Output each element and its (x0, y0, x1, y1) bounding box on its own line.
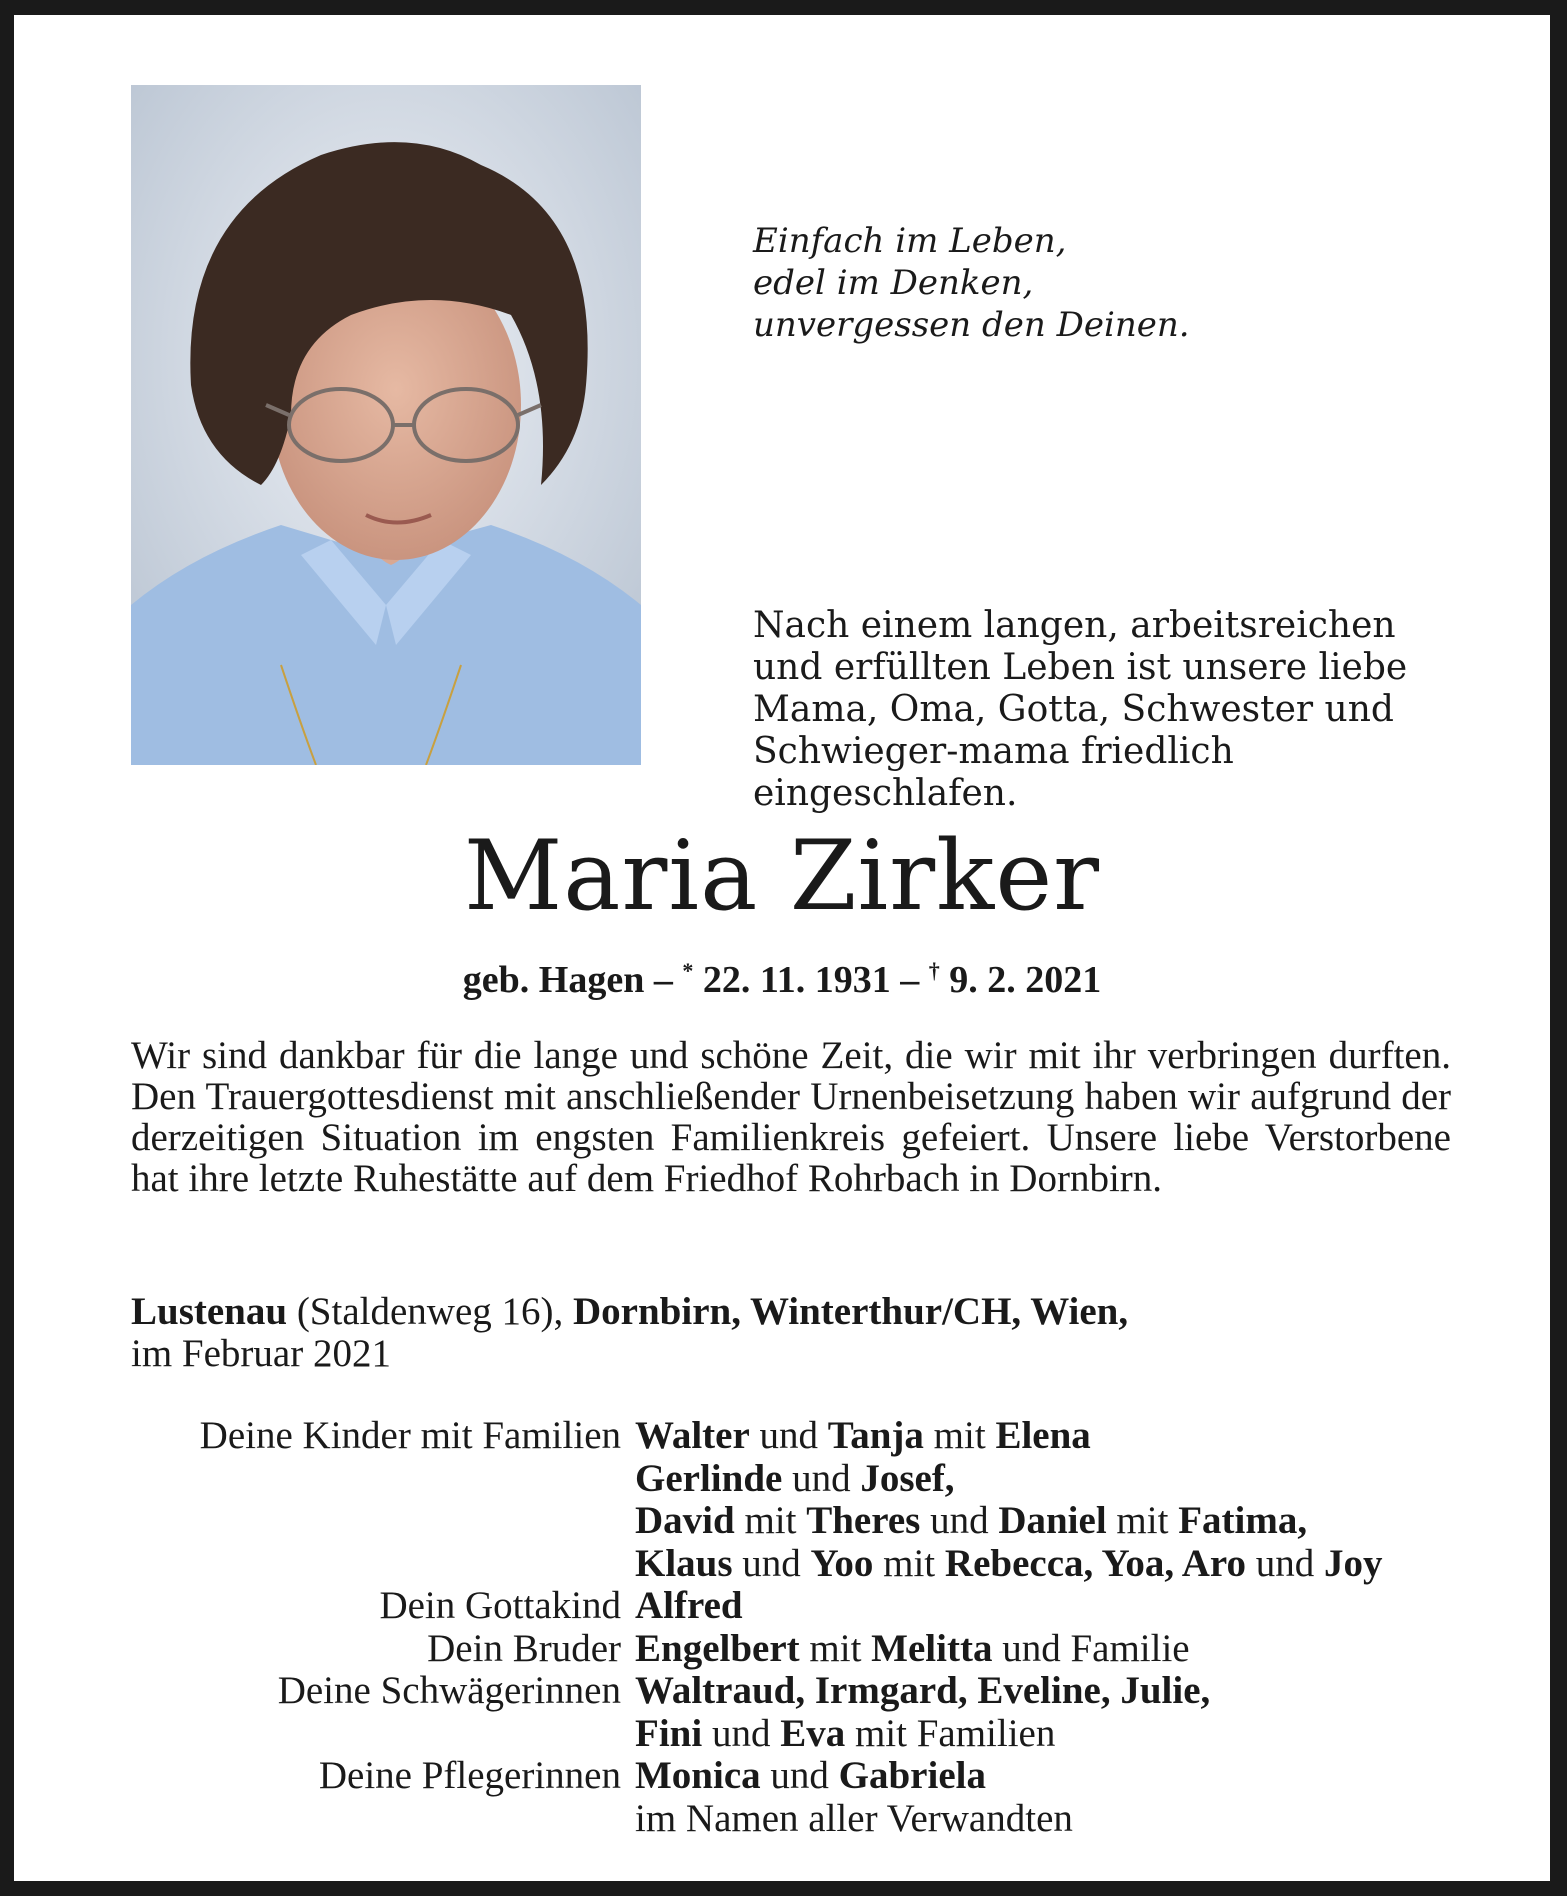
family-connector: und Familie (992, 1626, 1190, 1670)
family-role-schwaegerinnen: Deine Schwägerinnen (277, 1669, 621, 1712)
family-names-bruder (635, 1628, 1461, 1671)
family-names-schwaegerinnen-2 (635, 1713, 1461, 1756)
family-list (131, 1415, 1461, 1840)
family-name: David (635, 1499, 735, 1542)
family-name: Klaus (635, 1541, 733, 1585)
date-separator-2: – (890, 959, 929, 1001)
family-name: Joy (1324, 1541, 1383, 1585)
birth-symbol: * (682, 958, 694, 983)
family-role-empty (131, 1713, 635, 1756)
place-address: (Staldenweg 16), (287, 1290, 573, 1333)
birth-name: geb. Hagen (462, 959, 645, 1001)
family-row-schwaegerinnen-2 (131, 1713, 1461, 1756)
place-cities: Dornbirn, Winterthur/CH, Wien, (573, 1290, 1129, 1333)
family-name: Daniel (998, 1499, 1107, 1542)
place-month: im Februar 2021 (131, 1332, 391, 1375)
place-line (131, 1291, 1451, 1333)
life-dates (14, 947, 1550, 1004)
family-names-kinder-3 (635, 1500, 1461, 1543)
death-date: 9. 2. 2021 (939, 959, 1102, 1001)
place-and-date (131, 1291, 1451, 1375)
family-name: Gerlinde (635, 1456, 783, 1500)
place-city-lustenau: Lustenau (131, 1290, 288, 1333)
family-role-gottakind: Dein Gottakind (379, 1584, 621, 1627)
family-row-pflegerinnen (131, 1755, 1461, 1798)
memorial-quote (753, 220, 1190, 346)
family-row-kinder-2 (131, 1458, 1461, 1501)
family-role-empty (131, 1500, 635, 1543)
family-name: Rebecca, Yoa, Aro (944, 1541, 1247, 1585)
family-name: Fini (635, 1711, 703, 1755)
family-connector: und (920, 1499, 999, 1542)
family-name: Eva (780, 1711, 846, 1755)
quote-line-1: Einfach im Leben, (753, 221, 1067, 261)
family-connector: und (782, 1456, 861, 1500)
family-names-kinder-2 (635, 1458, 1461, 1501)
family-name: Tanja (827, 1414, 924, 1457)
family-row-kinder-4 (131, 1543, 1461, 1586)
family-connector: mit (923, 1414, 996, 1457)
family-row-kinder-3 (131, 1500, 1461, 1543)
family-row-schwaegerinnen (131, 1670, 1461, 1713)
family-closing: im Namen aller Verwandten (635, 1796, 1073, 1840)
intro-paragraph (753, 605, 1458, 815)
family-row-bruder (131, 1628, 1461, 1671)
family-connector: mit (799, 1626, 872, 1670)
family-connector: mit (734, 1499, 807, 1542)
family-name: Josef, (860, 1456, 955, 1500)
obituary-page (14, 15, 1550, 1881)
date-separator-1: – (644, 959, 683, 1001)
portrait-photo (131, 85, 641, 765)
family-row-gottakind (131, 1585, 1461, 1628)
family-connector: mit (1106, 1499, 1179, 1542)
family-role-empty (131, 1798, 635, 1841)
family-name: Elena (995, 1414, 1091, 1457)
family-name: Fatima, (1178, 1499, 1308, 1542)
family-name: Monica (635, 1754, 761, 1797)
family-role-empty (131, 1543, 635, 1586)
family-role-empty (131, 1458, 635, 1501)
family-names-gottakind (635, 1585, 1461, 1628)
family-names-pflegerinnen (635, 1755, 1461, 1798)
portrait-image (131, 85, 641, 765)
family-connector: und (760, 1754, 839, 1797)
family-names-schwaegerinnen-1 (635, 1670, 1461, 1713)
family-name: Yoo (810, 1541, 874, 1585)
quote-line-3: unvergessen den Deinen. (753, 305, 1190, 345)
family-connector: mit (873, 1541, 945, 1585)
family-name: Alfred (635, 1584, 743, 1627)
family-role-bruder: Dein Bruder (427, 1626, 621, 1670)
family-name: Walter (635, 1414, 750, 1457)
family-row-kinder (131, 1415, 1461, 1458)
intro-text: Nach einem langen, arbeitsreichen und erfüllten Leben ist unsere liebe Mama, Oma, Gotta, Schwester und Schwieger-mama friedlich eingeschlafen. (753, 605, 1408, 814)
family-name: Theres (806, 1499, 921, 1542)
family-name: Waltraud, Irmgard, Eveline, Julie, (635, 1669, 1211, 1712)
family-role-kinder: Deine Kinder mit Familien (199, 1414, 621, 1457)
family-connector: und (732, 1541, 811, 1585)
family-connector: und (702, 1711, 781, 1755)
family-connector: und (749, 1414, 828, 1457)
family-names-kinder-1 (635, 1415, 1461, 1458)
birth-date: 22. 11. 1931 (693, 959, 891, 1001)
family-name: Gabriela (838, 1754, 986, 1797)
family-role-pflegerinnen: Deine Pflegerinnen (318, 1754, 621, 1797)
family-name: Engelbert (635, 1626, 800, 1670)
family-name: Melitta (871, 1626, 993, 1670)
quote-line-2: edel im Denken, (753, 263, 1034, 303)
deceased-name: Maria Zirker (463, 820, 1101, 932)
death-symbol: † (928, 958, 940, 983)
family-row-closing (131, 1798, 1461, 1841)
family-connector: und (1246, 1541, 1325, 1585)
family-connector: mit Familien (845, 1711, 1056, 1755)
family-names-kinder-4 (635, 1543, 1461, 1586)
body-text: Wir sind dankbar für die lange und schöne Zeit, die wir mit ihr verbringen durften. Den Trauergottesdienst mit anschließender Urnenbeisetzung haben wir aufgrund der derzeitigen Situation im engsten Familienkreis gefeiert. Unsere liebe Verstorbene hat ihre letzte Ruhestätte auf dem Friedhof Rohrbach in Dornbirn. (131, 1034, 1451, 1200)
body-paragraph (131, 1035, 1451, 1199)
